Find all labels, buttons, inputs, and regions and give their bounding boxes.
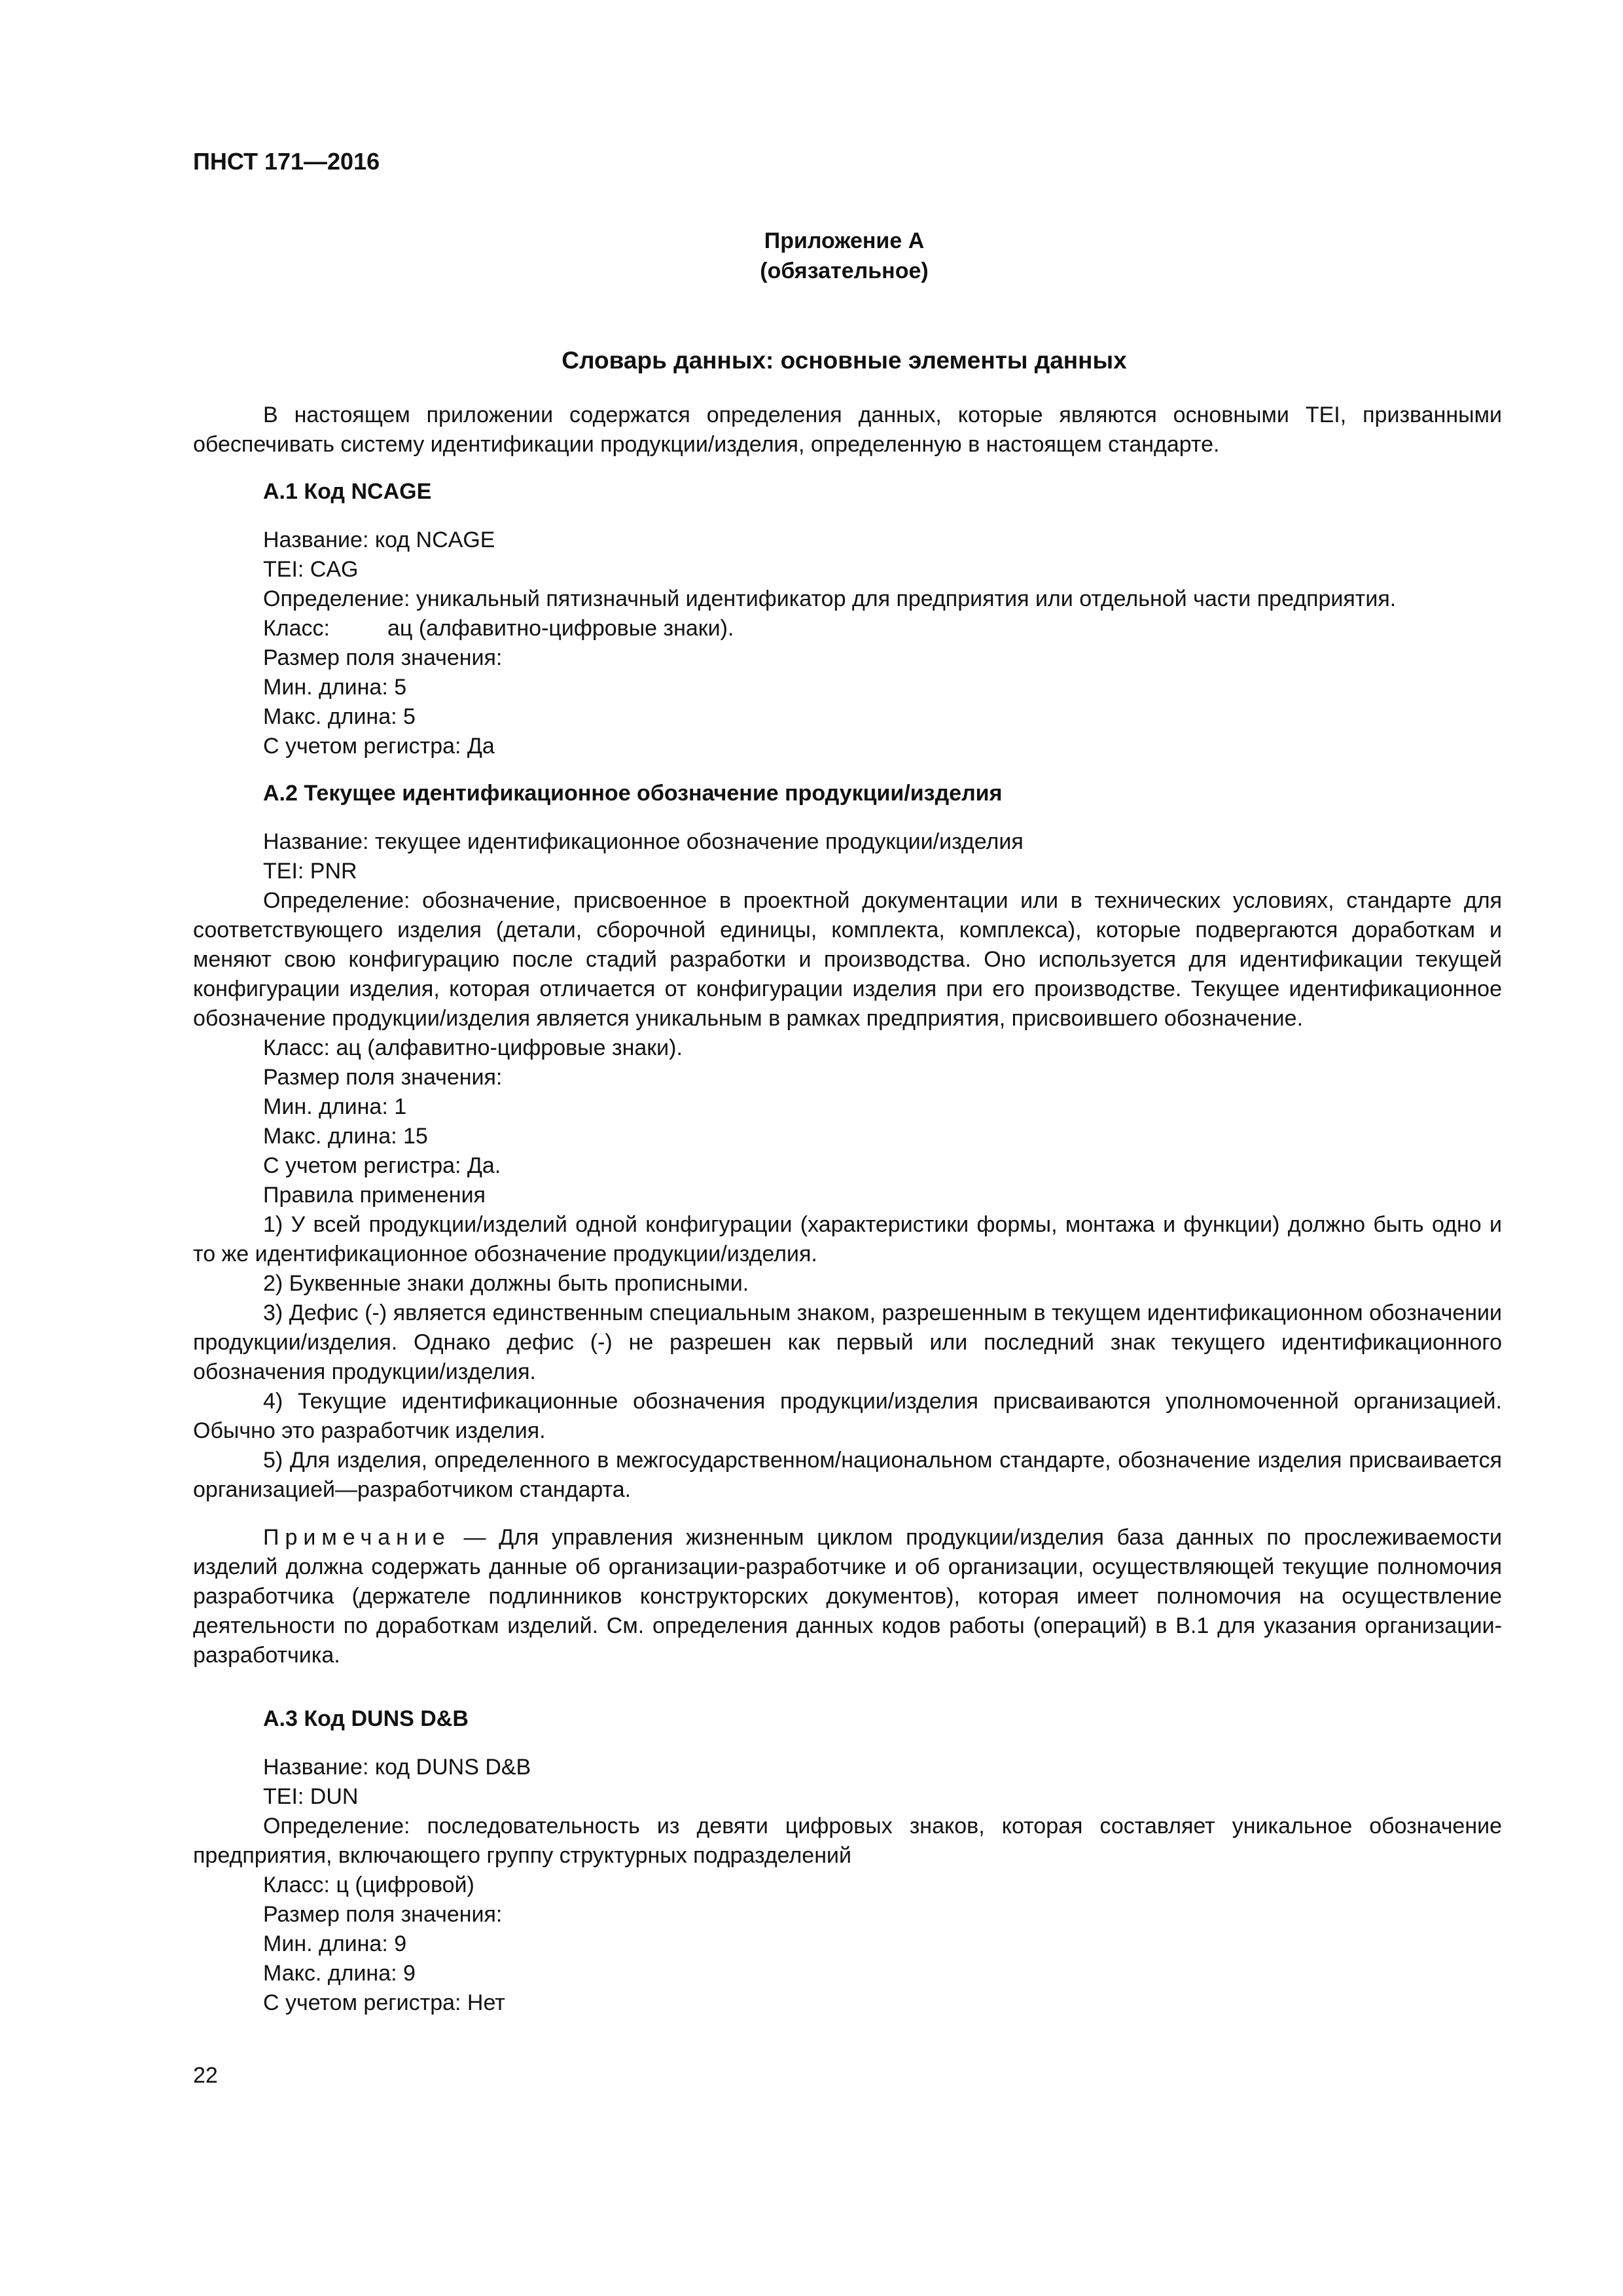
intro-paragraph: В настоящем приложении содержатся определения данных, которые являются основными TEI, призванными обеспечивать систему идентификации продукции/изделия, определенную в настоящем стандарте. [193,403,1502,457]
a2-rule-4: 4) Текущие идентификационные обозначения продукции/изделия присваиваются уполномоченной организацией. Обычно это разработчик изделия. [193,1389,1502,1443]
a1-class [193,614,1502,643]
page-number: 22 [193,2063,218,2088]
a3-size: Размер поля значения: [263,1902,503,1927]
a1-heading: А.1 Код NCAGE [263,479,432,504]
a2-rule-5: 5) Для изделия, определенного в межгосударственном/национальном стандарте, обозначение изделия присваивается организацией—разработчиком стандарта. [193,1448,1502,1502]
a2-note-label: Примечание [263,1525,451,1550]
annex-status: (обязательное) [760,259,929,283]
a1-min-length: Мин. длина: 5 [263,675,407,700]
document-code: ПНСТ 171—2016 [193,148,380,175]
a2-max-length: Макс. длина: 15 [263,1124,428,1149]
a2-case-sensitive: С учетом регистра: Да. [263,1153,501,1178]
a2-min-length: Мин. длина: 1 [263,1094,407,1119]
a2-heading: А.2 Текущее идентификационное обозначение продукции/изделия [263,781,1003,806]
a3-definition: Определение: последовательность из девяти цифровых знаков, которая составляет уникальное обозначение предприятия, включающего группу структурных подразделений [193,1814,1502,1868]
a2-definition: Определение: обозначение, присвоенное в проектной документации или в технических условиях, стандарте для соответствующего изделия (детали, сборочной единицы, комплекта, комплекса), которые подвергаются доработкам и меняют свою конфигурацию после стадий разработки и производства. Оно используется для идентификации текущей конфигурации изделия, которая отличается от конфигурации изделия при его производстве. Текущее идентификационное обозначение продукции/изделия является уникальным в рамках предприятия, присвоившего обозначение. [193,888,1502,1031]
a1-class-value: ац (алфавитно-цифровые знаки). [387,616,734,641]
a1-class-label: Класс: [263,616,330,641]
a1-definition: Определение: уникальный пятизначный идентификатор для предприятия или отдельной части предприятия. [263,586,1397,611]
annex-title: Приложение А [764,228,925,253]
a2-note-text: — Для управления жизненным циклом продукции/изделия база данных по прослеживаемости изделий должна содержать данные об организации-разработчике и об организации, осуществляющей текущие полномочия разработчика (держателе подлинников конструкторских документов), которая имеет полномочия на осуществление деятельности по доработкам изделий. См. определения данных кодов работы (операций) в В.1 для указания организации-разработчика. [193,1525,1502,1668]
a2-rules-title: Правила применения [263,1183,486,1208]
a3-class: Класс: ц (цифровой) [263,1873,474,1897]
section-title: Словарь данных: основные элементы данных [562,347,1127,374]
a3-name: Название: код DUNS D&B [263,1755,531,1780]
a3-case-sensitive: С учетом регистра: Нет [263,1990,505,2015]
a3-min-length: Мин. длина: 9 [263,1931,407,1956]
a2-name: Название: текущее идентификационное обозначение продукции/изделия [263,829,1024,854]
a2-rule-2: 2) Буквенные знаки должны быть прописными. [263,1271,749,1296]
a1-name: Название: код NCAGE [263,528,495,552]
a2-tei: TEI: PNR [263,859,357,884]
a3-heading: А.3 Код DUNS D&B [263,1706,469,1731]
a3-max-length: Макс. длина: 9 [263,1961,416,1986]
a1-size: Размер поля значения: [263,645,503,670]
document-body [193,401,1502,2018]
annex-heading [0,226,1623,286]
a1-case-sensitive: С учетом регистра: Да [263,734,495,759]
a2-rule-1: 1) У всей продукции/изделий одной конфигурации (характеристики формы, монтажа и функции) должно быть одно и то же идентификационное обозначение продукции/изделия. [193,1212,1502,1266]
a2-size: Размер поля значения: [263,1065,503,1090]
a1-tei: TEI: CAG [263,557,359,582]
a2-note [193,1523,1502,1670]
a2-class: Класс: ац (алфавитно-цифровые знаки). [263,1035,683,1060]
a1-max-length: Макс. длина: 5 [263,704,416,729]
a2-rule-3: 3) Дефис (-) является единственным специальным знаком, разрешенным в текущем идентификационном обозначении продукции/изделия. Однако дефис (-) не разрешен как первый или последний знак текущего идентификационного обозначения продукции/изделия. [193,1300,1502,1384]
a3-tei: TEI: DUN [263,1784,359,1809]
